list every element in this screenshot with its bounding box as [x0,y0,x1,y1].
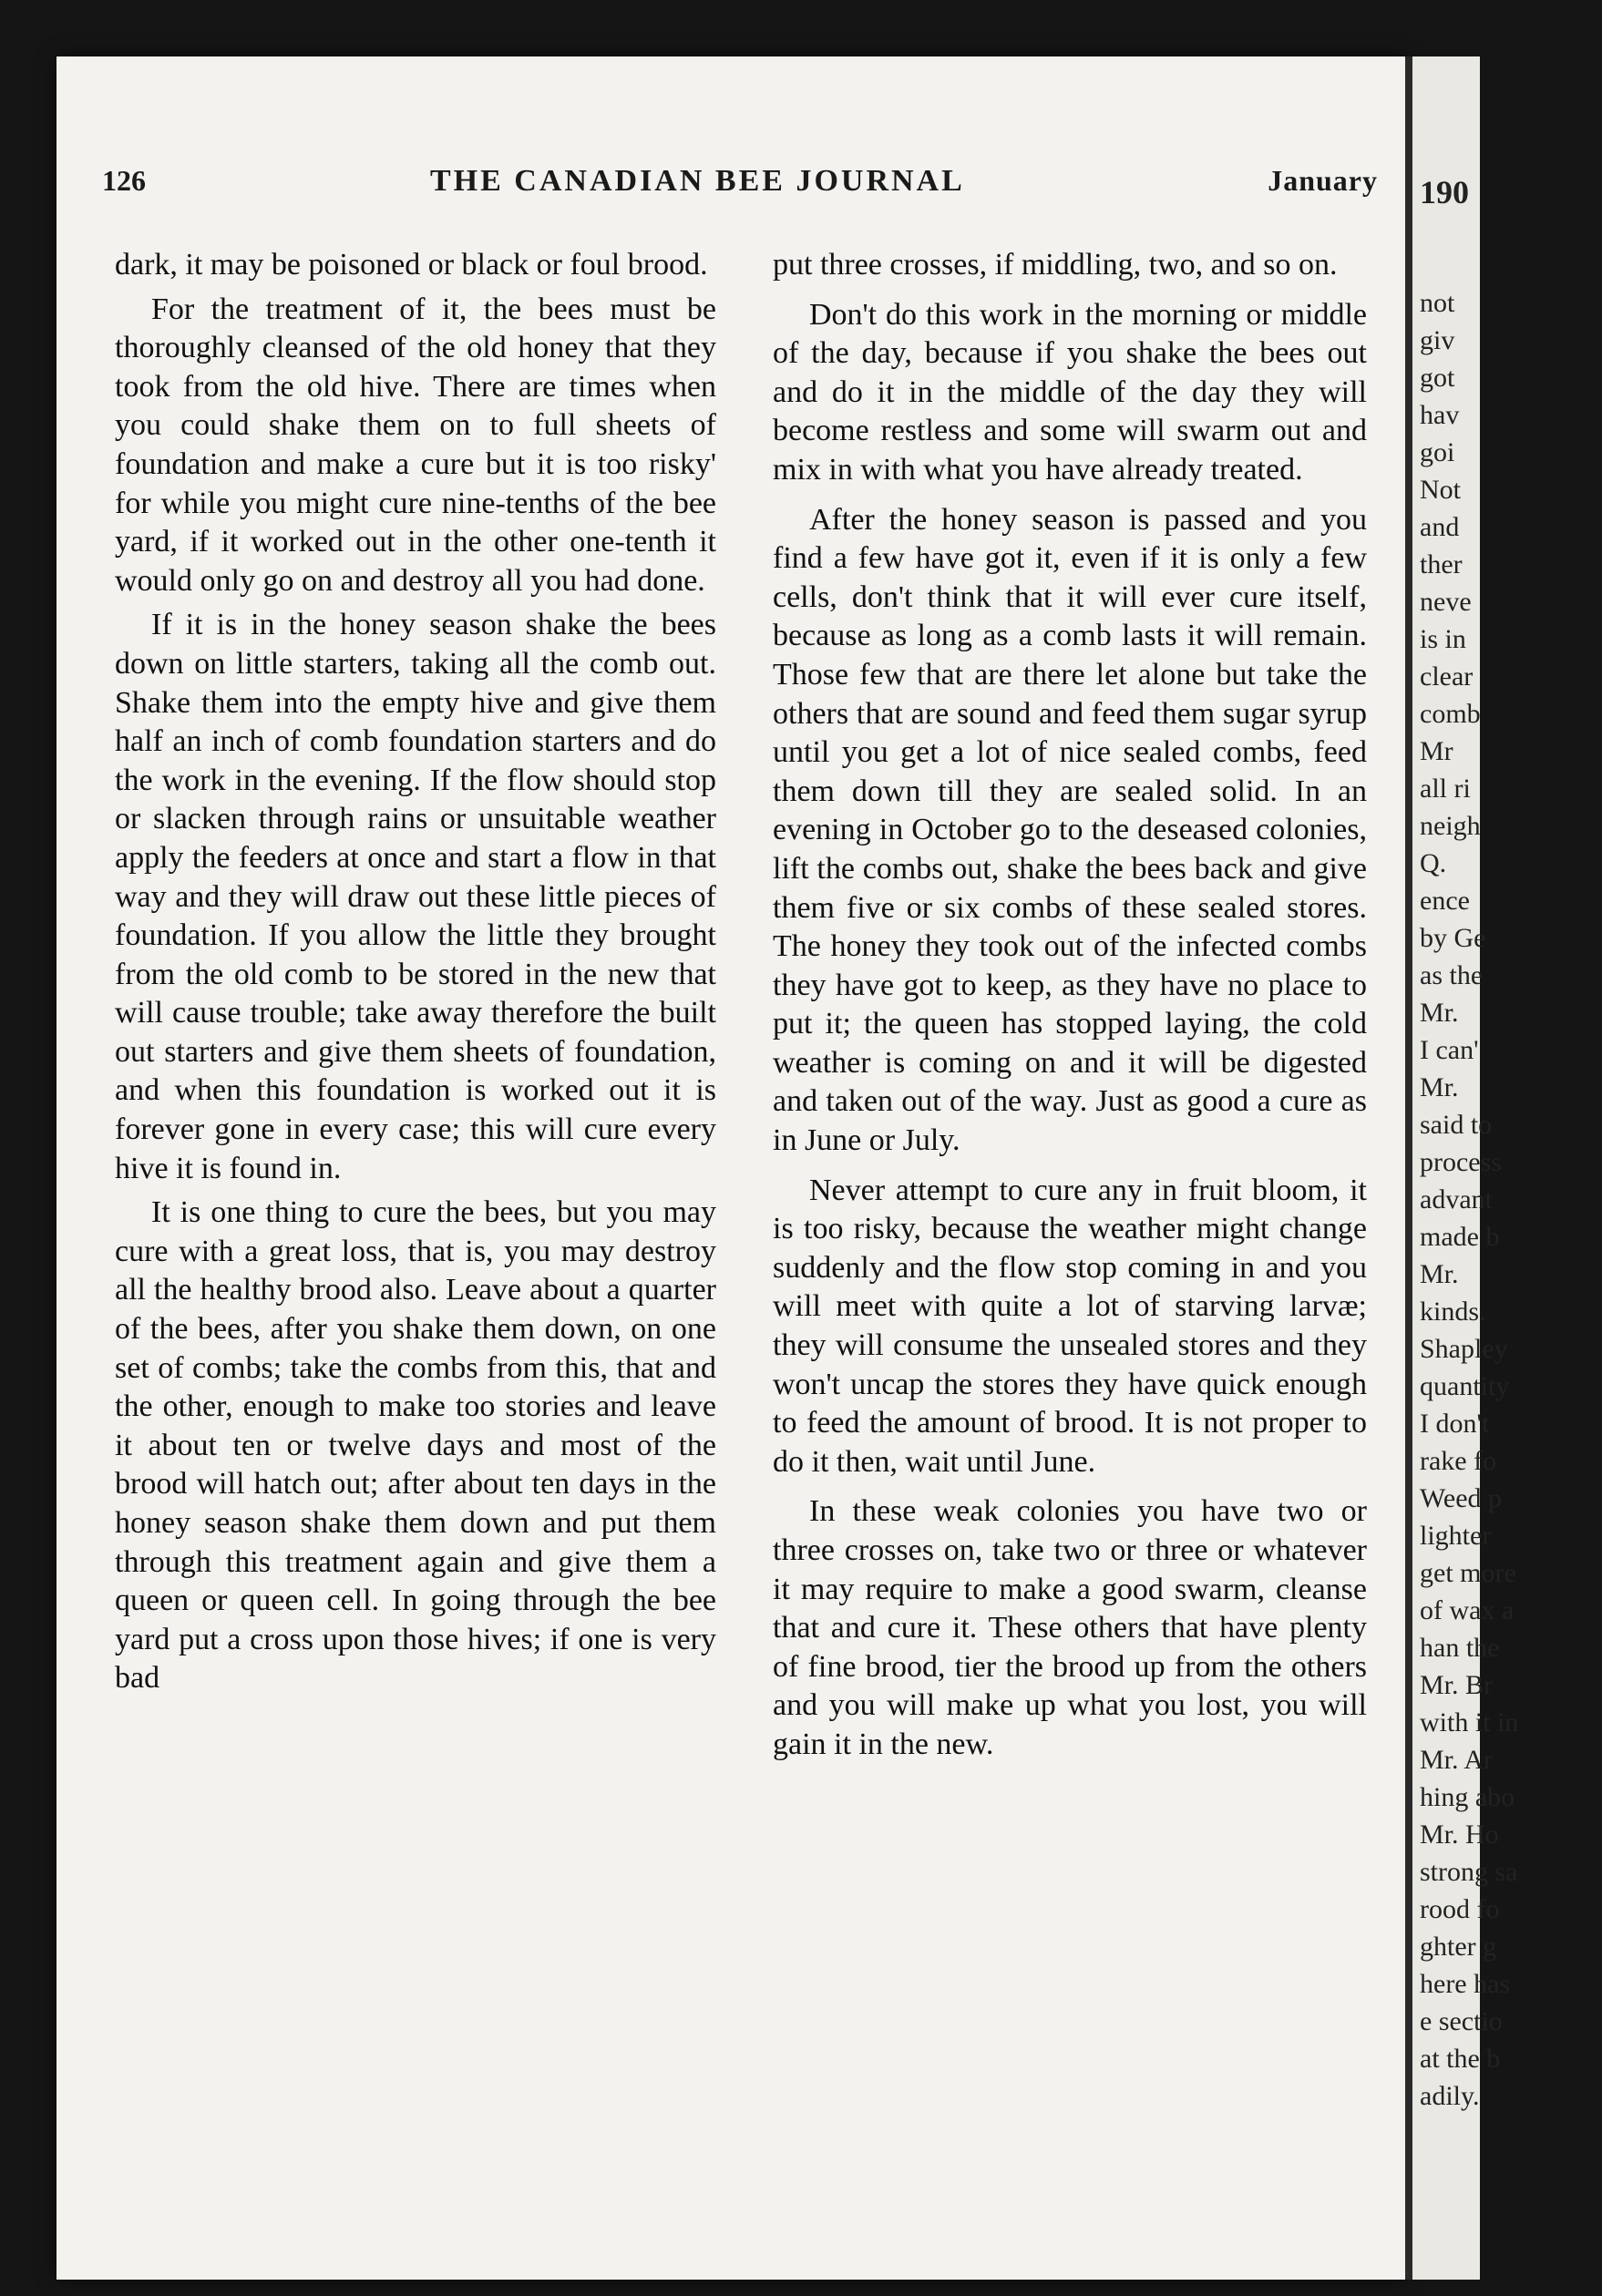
paragraph: In these weak colonies you have two or three crosses on, take two or three or whatever it may require to make a good swarm, cleanse that and cure it. These others that have plenty of fine brood, tier the brood up from the others and you will make up what you lost, you will gain it in the new. [773,1494,1367,1761]
page-number: 126 [102,164,146,197]
paragraph: Don't do this work in the morning or middle of the day, because if you shake the bees out and do it in the middle of the day they will become restless and some will swarm out and mix in with what you have already treated. [773,297,1367,487]
facing-page [1412,56,1519,2280]
right-column [773,246,1367,1776]
facing-page-number: 190 [1420,174,1469,210]
page-gutter-edge [1405,56,1412,2280]
journal-title: THE CANADIAN BEE JOURNAL [430,164,965,198]
left-column [115,246,716,1704]
paragraph: After the honey season is passed and you find a few have got it, even if it is only a few cells, don't think that it will ever cure itself, because as long as a comb lasts it will remain. Those few that are there let alone but take the others that are sound and feed them sugar syrup until you get a lot of nice sealed combs, feed them down till they are sealed solid. In an evening in October go to the deseased colonies, lift the combs out, shake the bees back and give them five or six combs of these sealed stores. The honey they took out of the infected combs they have got to keep, as they have no place to put it; the queen has stopped laying, the cold weather is coming on and it will be digested and taken out of the way. Just as good a cure as in June or July. [773,502,1367,1158]
paragraph: put three crosses, if middling, two, and so on. [773,248,1338,282]
paragraph: If it is in the honey season shake the bees down on little starters, taking all the comb out. Shake them into the empty hive and give them half an inch of comb foundation starters and do the work in the evening. If the flow should stop or slacken through rains or unsuitable weather apply the feeders at once and start a flow in that way and they will draw out these little pieces of foundation. If you allow the little they brought from the old comb to be stored in the new that will cause trouble; take away therefore the built out starters and give them sheets of foundation, and when this foundation is worked out it is forever gone in every case; this will cure every hive it is found in. [115,608,716,1185]
paragraph: dark, it may be poisoned or black or foul brood. [115,248,708,282]
page-header [102,164,1378,210]
paragraph: For the treatment of it, the bees must be thoroughly cleansed of the old honey that they took from the old hive. There are times when you could shake them on to full sheets of foundation and make a cure but it is too risky' for while you might cure nine-tenths of the bee yard, if it worked out in the other one-tenth it would only go on and destroy all you had done. [115,292,716,598]
paragraph: Never attempt to cure any in fruit bloom, it is too risky, because the weather might change suddenly and the flow stop coming in and you will meet with quite a lot of starving larvæ; they will consume the unsealed stores and they won't uncap the stores they have quick enough to feed the amount of brood. It is not proper to do it then, wait until June. [773,1173,1367,1479]
paragraph: It is one thing to cure the bees, but you may cure with a great loss, that is, you may destroy all the healthy brood also. Leave about a quarter of the bees, after you shake them down, on one set of combs; take the combs from this, that and the other, enough to make too stories and leave it about ten or twelve days and most of the brood will hatch out; after about ten days in the honey season shake them down and put them through this treatment again and give them a queen or queen cell. In going through the bee yard put a cross upon those hives; if one is very bad [115,1195,716,1696]
facing-page-text-fragments: not giv got hav goi Not and ther neve is in clear comb Mr all ri neigh Q. ence by Ge as the Mr. I can' Mr. said to process advant made b Mr. kinds. Shapley quantity I don't rake fo Weed p lighter get more of wax a han the Mr. Br with it in Mr. Ar hing abo Mr. Ho strong sa rood fo ghter g here has e sectio at the b adily. [1420,288,1519,2111]
issue-month: January [1268,164,1378,197]
